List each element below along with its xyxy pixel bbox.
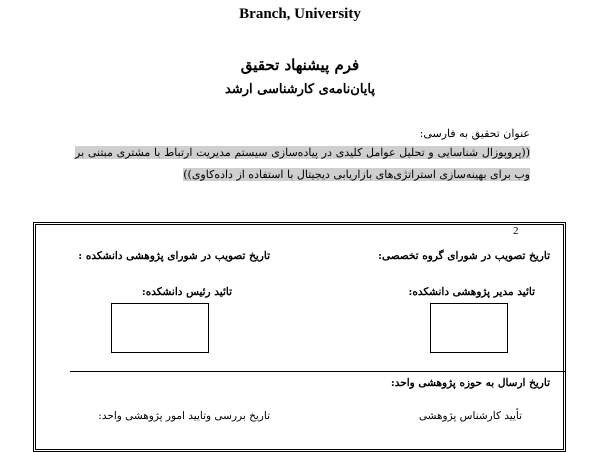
research-expert-approval-label: تأیید کارشناس پژوهشی: [418, 410, 522, 422]
topic-text: ((پروپوزال شناسایی و تحلیل عوامل کلیدی در پیاده‌سازی سیستم مدیریت ارتباط با مشتری مبتنی بر وب برای بهینه‌سازی استراتژی‌های بازاریابی دیجیتال با استفاده از داده‌کاوی)): [75, 146, 530, 181]
research-manager-approval-label: تائید مدیر پژوهشی دانشکده:: [408, 286, 535, 298]
dean-approval-label: تائید رئیس دانشکده:: [141, 286, 232, 298]
section-divider: [70, 371, 565, 372]
review-date-label: تاریخ بررسی وتایید امور پژوهشی واحد:: [98, 410, 270, 422]
faculty-council-date-label: تاریخ تصویب در شورای پژوهشی دانشکده :: [78, 250, 270, 262]
university-name: Branch, University: [239, 6, 361, 22]
send-date-label: تاریخ ارسال به حوزه پژوهشی واحد:: [390, 377, 550, 389]
group-council-date-label: تاریخ تصویب در شورای گروه تخصصی:: [378, 250, 550, 262]
form-title: فرم پیشنهاد تحقیق: [240, 56, 360, 74]
page-number: 2: [513, 225, 519, 237]
topic-label: عنوان تحقیق به فارسی:: [419, 127, 530, 140]
dean-signature-box[interactable]: [111, 303, 209, 353]
form-subtitle: پایان‌نامه‌ی کارشناسی ارشد: [225, 82, 375, 97]
research-manager-signature-box[interactable]: [430, 303, 508, 353]
topic-text-block: [75, 142, 530, 186]
